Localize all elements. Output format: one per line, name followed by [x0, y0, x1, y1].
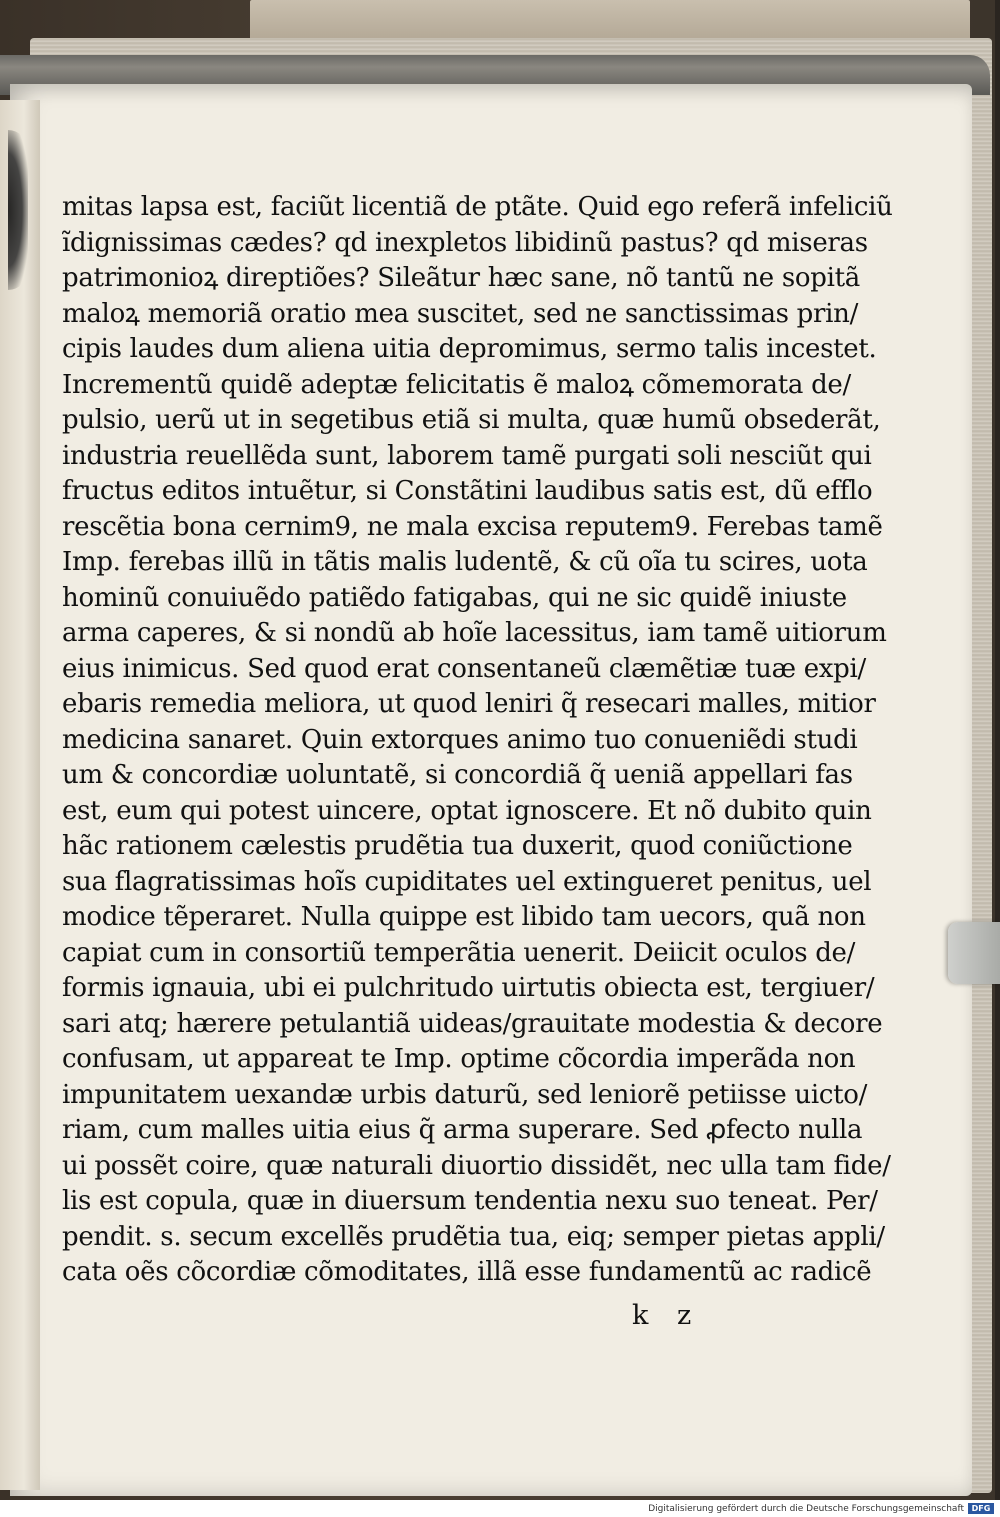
text-line: formis ignauia, ubi ei pulchritudo uirtutis obiecta est, tergiuer/ — [62, 973, 875, 1003]
text-line: rescẽtia bona cernim9, ne mala excisa reputem9. Ferebas tamẽ — [62, 511, 883, 542]
text-line: ebaris remedia meliora, ut quod leniri q̃ resecari malles, mitior — [62, 689, 876, 719]
text-line: maloꝝ memoriã oratio mea suscitet, sed ne sanctissimas prin/ — [62, 298, 859, 329]
text-line: Imp. ferebas illũ in tãtis malis ludentẽ, & cũ oĩa tu scires, uota — [62, 547, 868, 577]
dfg-logo: DFG — [968, 1503, 994, 1514]
text-line: medicina sanaret. Quin extorques animo tuo conueniẽdi studi — [62, 724, 858, 755]
text-line: eius inimicus. Sed quod erat consentaneũ clæmẽtiæ tuæ expi/ — [62, 653, 866, 684]
text-line: Incrementũ quidẽ adeptæ felicitatis ẽ maloꝝ cõmemorata de/ — [62, 369, 851, 400]
footer-credit: Digitalisierung gefördert durch die Deutsche Forschungsgemeinschaft — [648, 1504, 964, 1514]
text-line: cata oẽs cõcordiæ cõmoditates, illã esse fundamentũ ac radicẽ — [62, 1257, 872, 1287]
text-line: impunitatem uexandæ urbis daturũ, sed leniorẽ petiisse uicto/ — [62, 1079, 868, 1110]
text-line: est, eum qui potest uincere, optat ignoscere. Et nõ dubito quin — [62, 795, 872, 826]
facing-page-text-fragment — [0, 340, 34, 1340]
text-line: confusam, ut appareat te Imp. optime cõcordia imperãda non — [62, 1044, 856, 1074]
text-line: patrimonioꝝ direptiões? Sileãtur hæc sane, nõ tantũ ne sopitã — [62, 263, 860, 293]
text-line: hãc rationem cælestis prudẽtia tua duxerit, quod coniũctione — [62, 831, 853, 861]
text-line: lis est copula, quæ in diuersum tendentia nexu suo teneat. Per/ — [62, 1186, 878, 1216]
page-clip — [948, 922, 1000, 984]
text-line: modice tẽperaret. Nulla quippe est libido tam uecors, quã non — [62, 902, 866, 932]
text-line: ui possẽt coire, quæ naturali diuortio dissidẽt, nec ulla tam fide/ — [62, 1150, 891, 1181]
text-line: mitas lapsa est, faciũt licentiã de ptãte. Quid ego referã infeliciũ — [62, 192, 893, 222]
text-line: fructus editos intuẽtur, si Constãtini laudibus satis est, dũ efflo — [62, 476, 873, 506]
text-line: pendit. s. secum excellẽs prudẽtia tua, eiq; semper pietas appli/ — [62, 1221, 885, 1252]
spine-shadow — [8, 130, 28, 290]
text-line: pulsio, uerũ ut in segetibus etiã si multa, quæ humũ obsederãt, — [62, 405, 881, 435]
text-line: arma caperes, & si nondũ ab hoĩe lacessitus, iam tamẽ uitiorum — [62, 618, 887, 648]
text-line: hominũ conuiuẽdo patiẽdo fatigabas, qui ne sic quidẽ iniuste — [62, 582, 847, 613]
text-line: sari atq; hærere petulantiã uideas/grauitate modestia & decore — [62, 1008, 883, 1039]
text-line: um & concordiæ uoluntatẽ, si concordiã q̃ ueniã appellari fas — [62, 760, 853, 790]
main-text-block — [62, 190, 893, 1291]
text-line: capiat cum in consortiũ temperãtia uenerit. Deiicit oculos de/ — [62, 937, 856, 968]
text-line: ĩdignissimas cædes? qd inexpletos libidinũ pastus? qd miseras — [62, 227, 868, 258]
signature-mark: k z — [632, 1300, 702, 1331]
text-line: sua flagratissimas hoĩs cupiditates uel extingueret penitus, uel — [62, 866, 872, 897]
text-line: cipis laudes dum aliena uitia depromimus, sermo talis incestet. — [62, 334, 877, 364]
text-line: riam, cum malles uitia eius q̃ arma superare. Sed ꝓfecto nulla — [62, 1115, 863, 1145]
text-line: industria reuellẽda sunt, laborem tamẽ purgati soli nesciũt qui — [62, 440, 872, 471]
facing-page-strip — [0, 100, 40, 1490]
